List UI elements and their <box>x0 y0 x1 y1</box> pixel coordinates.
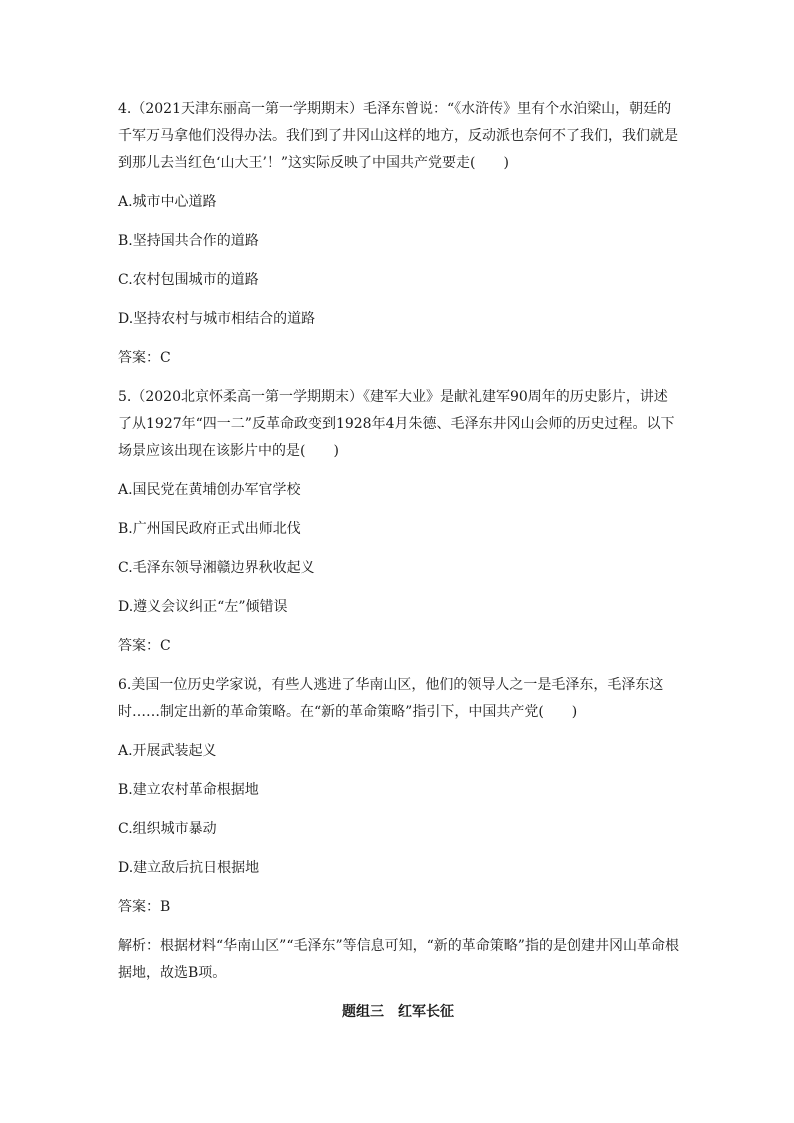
question-6-analysis <box>118 933 678 987</box>
question-5-line: 了从1927年“四一二”反革命政变到1928年4月朱德、毛泽东井冈山会师的历史过程。以下 <box>118 416 675 432</box>
question-6-answer: 答案：B <box>118 899 171 915</box>
question-6-line: 时……制定出新的革命策略。在“新的革命策略”指引下，中国共产党( ) <box>118 704 578 720</box>
question-6-line: 6.美国一位历史学家说，有些人逃进了华南山区，他们的领导人之一是毛泽东，毛泽东这 <box>118 677 664 693</box>
question-4-answer: 答案：C <box>118 350 171 366</box>
question-5-option-a: A.国民党在黄埔创办军官学校 <box>118 482 301 498</box>
question-6-option-a: A.开展武装起义 <box>118 743 217 759</box>
question-4-option-a: A.城市中心道路 <box>118 194 217 210</box>
question-5-option-b: B.广州国民政府正式出师北伐 <box>118 521 301 537</box>
question-5-option-d: D.遵义会议纠正“左”倾错误 <box>118 599 288 615</box>
question-6-option-b: B.建立农村革命根据地 <box>118 782 259 798</box>
question-4-option-c: C.农村包围城市的道路 <box>118 272 259 288</box>
question-6-option-d: D.建立敌后抗日根据地 <box>118 860 260 876</box>
section-heading: 题组三 红军长征 <box>342 1004 454 1020</box>
question-4-option-b: B.坚持国共合作的道路 <box>118 233 259 249</box>
question-6-analysis-line: 据地，故选B项。 <box>118 965 227 981</box>
question-4-stem <box>118 96 678 177</box>
question-4-option-d: D.坚持农村与城市相结合的道路 <box>118 311 316 327</box>
question-5-option-c: C.毛泽东领导湘赣边界秋收起义 <box>118 560 315 576</box>
question-5-line: 5.（2020北京怀柔高一第一学期期末）《建军大业》是献礼建军90周年的历史影片，讲述 <box>118 389 668 405</box>
question-5-stem <box>118 384 678 465</box>
document-page <box>118 96 678 1026</box>
question-4-line: 4.（2021天津东丽高一第一学期期末）毛泽东曾说：“《水浒传》里有个水泊梁山，朝廷的 <box>118 101 672 117</box>
question-4-line: 到那儿去当红色‘山大王’！”这实际反映了中国共产党要走( ) <box>118 155 509 171</box>
question-5-answer: 答案：C <box>118 638 171 654</box>
question-6-stem <box>118 672 678 726</box>
question-5-line: 场景应该出现在该影片中的是( ) <box>118 443 339 459</box>
question-6-analysis-line: 解析：根据材料“华南山区”“毛泽东”等信息可知，“新的革命策略”指的是创建井冈山革命根 <box>118 938 679 954</box>
question-6-option-c: C.组织城市暴动 <box>118 821 217 837</box>
question-4-line: 千军万马拿他们没得办法。我们到了井冈山这样的地方，反动派也奈何不了我们，我们就是 <box>118 128 678 144</box>
